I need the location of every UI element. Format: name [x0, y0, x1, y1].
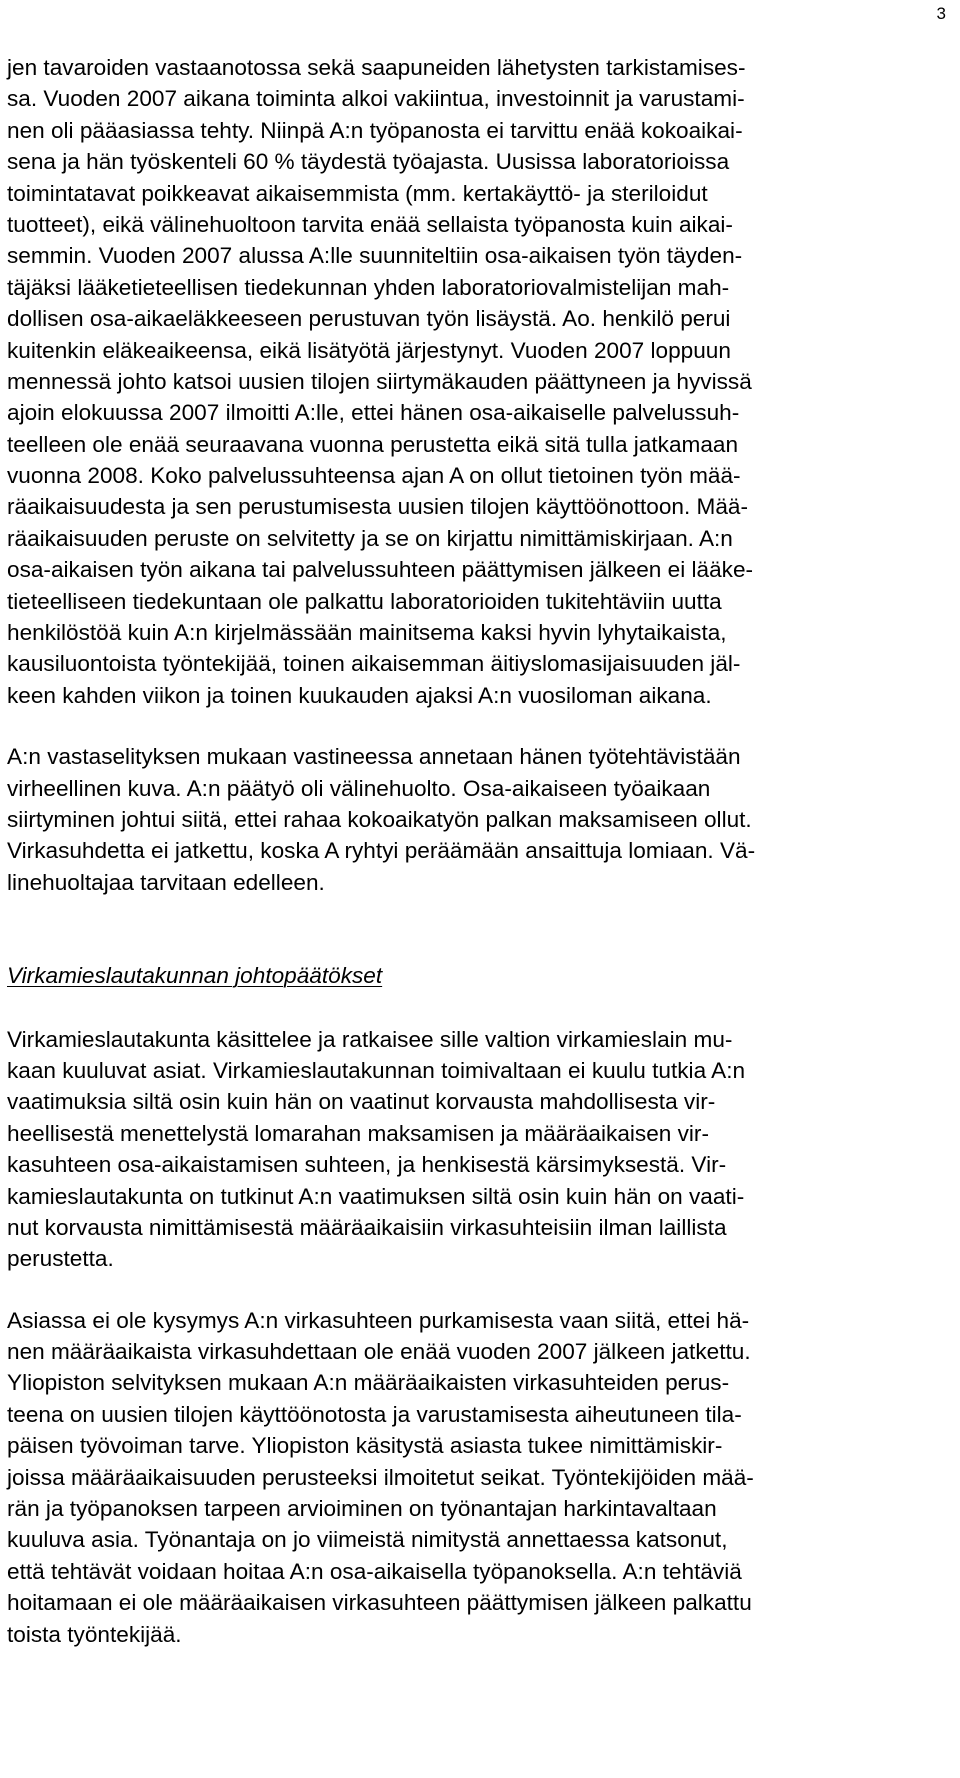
page-number: 3	[936, 4, 946, 23]
text-line: siirtyminen johtui siitä, ettei rahaa kokoaikatyön palkan maksamiseen ollut.	[7, 806, 752, 832]
text-line: A:n vastaselityksen mukaan vastineessa annetaan hänen työtehtävistään	[7, 744, 741, 770]
text-line: kuitenkin eläkeaikeensa, eikä lisätyötä järjestynyt. Vuoden 2007 loppuun	[7, 337, 731, 363]
paragraph-spacer	[7, 711, 959, 741]
text-line: dollisen osa-aikaeläkkeeseen perustuvan työn lisäystä. Ao. henkilö perui	[7, 306, 731, 332]
text-line: kaan kuuluvat asiat. Virkamieslautakunnan toimivaltaan ei kuulu tutkia A:n	[7, 1057, 746, 1083]
text-line: heellisestä menettelystä lomarahan maksamisen ja määräaikaisen vir-	[7, 1120, 709, 1146]
text-line: sa. Vuoden 2007 aikana toiminta alkoi vakiintua, investoinnit ja varustami-	[7, 86, 745, 112]
document-body	[7, 52, 959, 1650]
text-line: jen tavaroiden vastaanotossa sekä saapuneiden lähetysten tarkistamises-	[7, 55, 746, 80]
heading-spacer	[7, 992, 959, 1024]
text-line: räaikaisuuden peruste on selvitetty ja se on kirjattu nimittämiskirjaan. A:n	[7, 525, 733, 551]
text-line: virheellinen kuva. A:n päätyö oli välinehuolto. Osa-aikaiseen työaikaan	[7, 775, 711, 801]
text-line: Virkamieslautakunta käsittelee ja ratkaisee sille valtion virkamieslain mu-	[7, 1026, 733, 1052]
text-line: nut korvausta nimittämisestä määräaikaisiin virkasuhteisiin ilman laillista	[7, 1214, 727, 1240]
text-line: keen kahden viikon ja toinen kuukauden ajaksi A:n vuosiloman aikana.	[7, 682, 712, 708]
text-line: nen määräaikaista virkasuhdettaan ole enää vuoden 2007 jälkeen jatkettu.	[7, 1339, 751, 1365]
text-line: Yliopiston selvityksen mukaan A:n määräaikaisten virkasuhteiden perus-	[7, 1370, 730, 1396]
text-line: tieteelliseen tiedekuntaan ole palkattu laboratorioiden tukitehtäviin uutta	[7, 588, 722, 614]
paragraph-1	[7, 52, 959, 711]
text-line: tuotteet), eikä välinehuoltoon tarvita enää sellaista työpanosta kuin aikai-	[7, 211, 733, 237]
text-line: kausiluontoista työntekijää, toinen aikaisemman äitiyslomasijaisuuden jäl-	[7, 651, 741, 677]
section-spacer	[7, 898, 959, 960]
text-line: sena ja hän työskenteli 60 % täydestä työajasta. Uusissa laboratorioissa	[7, 149, 730, 175]
text-line: semmin. Vuoden 2007 alussa A:lle suunniteltiin osa-aikaisen työn täyden-	[7, 243, 743, 269]
text-line: rän ja työpanoksen tarpeen arvioiminen on työnantajan harkintavaltaan	[7, 1496, 717, 1522]
text-line: osa-aikaisen työn aikana tai palvelussuhteen päättymisen jälkeen ei lääke-	[7, 557, 754, 583]
section-heading: Virkamieslautakunnan johtopäätökset	[7, 963, 383, 989]
text-line: nen oli pääasiassa tehty. Niinpä A:n työpanosta ei tarvittu enää kokoaikai-	[7, 117, 743, 143]
text-line: joissa määräaikaisuuden perusteeksi ilmoitetut seikat. Työntekijöiden mää-	[7, 1464, 754, 1490]
text-line: kuuluva asia. Työnantaja on jo viimeistä nimitystä annettaessa katsonut,	[7, 1527, 728, 1553]
text-line: teena on uusien tilojen käyttöönotosta ja varustamisesta aiheutuneen tila-	[7, 1401, 742, 1427]
text-line: perustetta.	[7, 1246, 114, 1272]
text-line: kasuhteen osa-aikaistamisen suhteen, ja henkisestä kärsimyksestä. Vir-	[7, 1152, 727, 1178]
text-line: räaikaisuudesta ja sen perustumisesta uusien tilojen käyttöönottoon. Mää-	[7, 494, 749, 520]
text-line: hoitamaan ei ole määräaikaisen virkasuhteen päättymisen jälkeen palkattu	[7, 1590, 752, 1616]
text-line: linehuoltajaa tarvitaan edelleen.	[7, 869, 325, 895]
text-line: vaatimuksia siltä osin kuin hän on vaatinut korvausta mahdollisesta vir-	[7, 1089, 716, 1115]
text-line: teelleen ole enää seuraavana vuonna perustetta eikä sitä tulla jatkamaan	[7, 431, 739, 457]
text-line: ajoin elokuussa 2007 ilmoitti A:lle, ettei hänen osa-aikaiselle palvelussuh-	[7, 400, 740, 426]
text-line: mennessä johto katsoi uusien tilojen siirtymäkauden päättyneen ja hyvissä	[7, 368, 752, 394]
section-heading-block	[7, 960, 959, 991]
text-line: toimintatavat poikkeavat aikaisemmista (mm. kertakäyttö- ja steriloidut	[7, 180, 708, 206]
paragraph-3	[7, 1024, 959, 1275]
paragraph-2	[7, 741, 959, 898]
text-line: toista työntekijää.	[7, 1621, 182, 1647]
text-line: täjäksi lääketieteellisen tiedekunnan yhden laboratoriovalmistelijan mah-	[7, 274, 730, 300]
paragraph-spacer	[7, 1275, 959, 1305]
text-line: Asiassa ei ole kysymys A:n virkasuhteen purkamisesta vaan siitä, ettei hä-	[7, 1307, 750, 1333]
text-line: kamieslautakunta on tutkinut A:n vaatimuksen siltä osin kuin hän on vaati-	[7, 1183, 745, 1209]
text-line: vuonna 2008. Koko palvelussuhteensa ajan A on ollut tietoinen työn mää-	[7, 463, 741, 489]
text-line: että tehtävät voidaan hoitaa A:n osa-aikaisella työpanoksella. A:n tehtäviä	[7, 1558, 742, 1584]
text-line: päisen työvoiman tarve. Yliopiston käsitystä asiasta tukee nimittämiskir-	[7, 1433, 723, 1459]
text-line: Virkasuhdetta ei jatkettu, koska A ryhtyi peräämään ansaittuja lomiaan. Vä-	[7, 838, 756, 864]
paragraph-4	[7, 1305, 959, 1650]
text-line: henkilöstöä kuin A:n kirjelmässään mainitsema kaksi hyvin lyhytaikaista,	[7, 620, 727, 646]
